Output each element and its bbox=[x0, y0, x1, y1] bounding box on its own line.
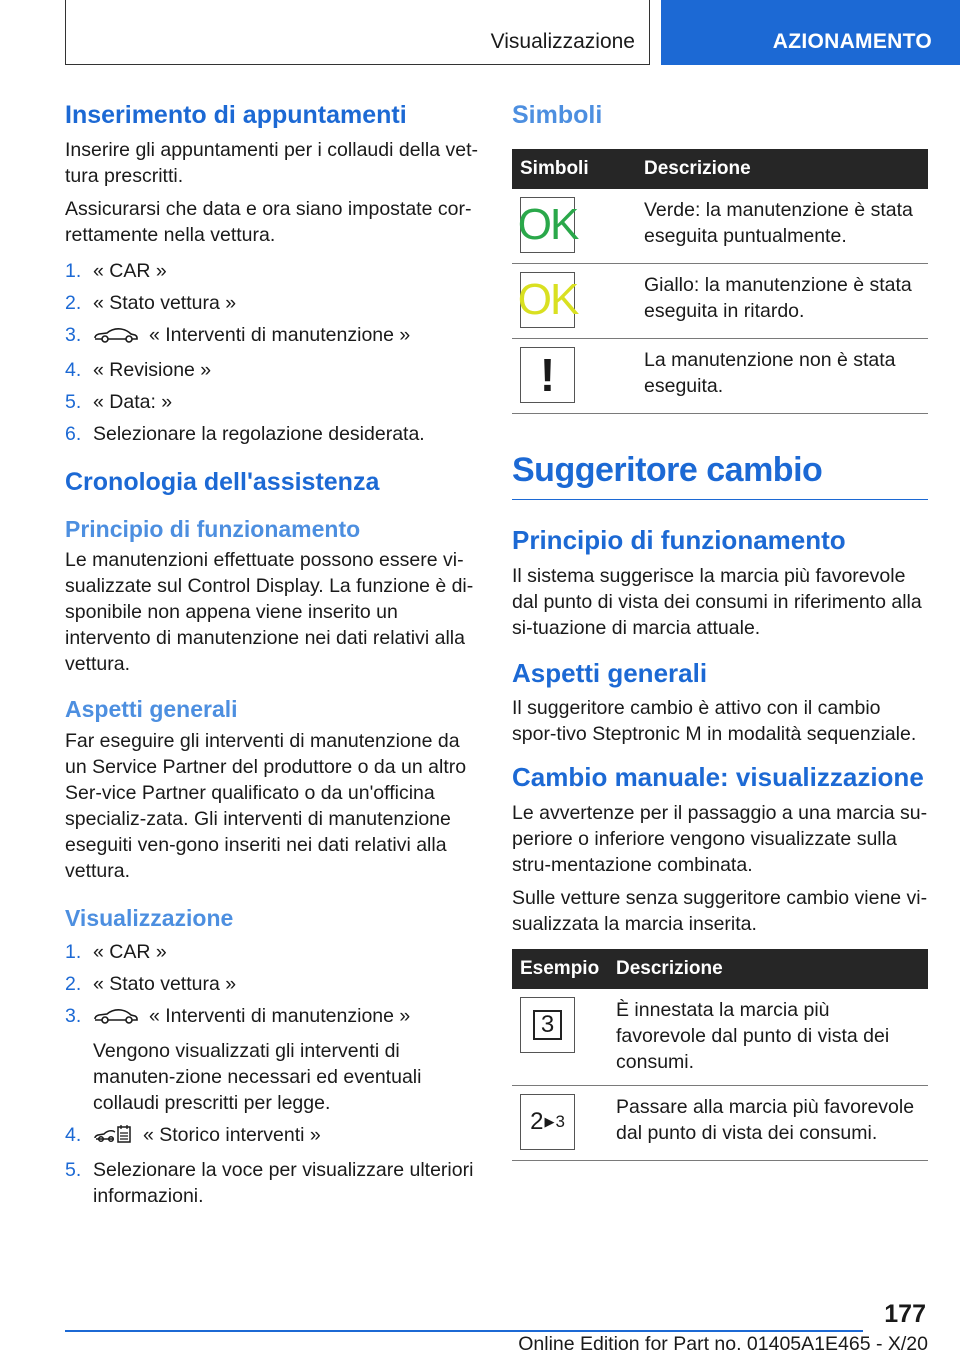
manual-paragraph-1: Le avvertenze per il passaggio a una marcia su-periore o inferiore vengono visualizzate sulla stru-mentazione combinata. bbox=[512, 801, 928, 876]
list-item: 3. « Interventi di manutenzione » Vengono visualizzati gli interventi di manuten-zione necessari ed eventuali collaudi prescritti per legge. bbox=[65, 1003, 480, 1116]
manual-heading: Cambio manuale: visualizzazione bbox=[512, 762, 924, 793]
symbols-table bbox=[512, 149, 928, 414]
list-item: 6. Selezionare la regolazione desiderata. bbox=[65, 423, 425, 446]
car-icon bbox=[93, 1006, 139, 1032]
header-section-label: Visualizzazione bbox=[490, 30, 635, 53]
header-chapter-label: AZIONAMENTO bbox=[772, 30, 932, 53]
list-item: 3. « Interventi di manutenzione » bbox=[65, 322, 480, 351]
table-row: ! La manutenzione non è stata eseguita. bbox=[512, 339, 928, 414]
header-section-tab bbox=[65, 0, 650, 65]
list-item: 4. « Storico interventi » bbox=[65, 1122, 480, 1151]
gear-display-icon: 3 bbox=[520, 997, 575, 1053]
ok-yellow-icon: OK bbox=[520, 272, 575, 328]
table-header: Simboli bbox=[512, 149, 636, 189]
history-heading: Cronologia dell'assistenza bbox=[65, 468, 380, 497]
list-item: 2. « Stato vettura » bbox=[65, 292, 237, 315]
appointments-steps bbox=[65, 258, 480, 447]
list-item: 1. « CAR » bbox=[65, 940, 167, 963]
general-paragraph: Far eseguire gli interventi di manutenzione da un Service Partner del produttore o da un altro Ser-vice Partner qualificato o da un'officina specializ-zata. Gli interventi di manutenzione eseguiti ven-gono inseriti nei dati relativi alla vettura. bbox=[65, 730, 467, 882]
appointments-paragraph-1: Inserire gli appuntamenti per i collaudi della vet-tura prescritti. bbox=[65, 139, 478, 188]
car-icon bbox=[93, 325, 139, 351]
shift-principle-paragraph: Il sistema suggerisce la marcia più favorevole dal punto di vista dei consumi in riferimento alla si-tuazione di marcia attuale. bbox=[512, 564, 922, 639]
table-row: 2 ▶ 3 Passare alla marcia più favorevole dal punto di vista dei consumi. bbox=[512, 1085, 928, 1160]
footer-divider bbox=[65, 1330, 863, 1332]
left-column bbox=[65, 100, 480, 1215]
footer-edition: Online Edition for Part no. 01405A1E465 - X/20 bbox=[518, 1333, 928, 1355]
car-list-icon bbox=[93, 1124, 133, 1151]
appointments-paragraph-2: Assicurarsi che data e ora siano impostate cor-rettamente nella vettura. bbox=[65, 198, 472, 247]
principle-paragraph: Le manutenzioni effettuate possono essere vi-sualizzate sul Control Display. La funzione è di-sponibile non appena viene inserito un intervento di manutenzione nei dati relativi alla vettura. bbox=[65, 549, 474, 676]
shift-general-heading: Aspetti generali bbox=[512, 657, 708, 688]
appointments-heading: Inserimento di appuntamenti bbox=[65, 101, 407, 129]
list-item: 4. « Revisione » bbox=[65, 359, 212, 382]
principle-heading: Principio di funzionamento bbox=[65, 515, 361, 542]
header-chapter-tab[interactable] bbox=[661, 0, 960, 65]
table-row: 3 È innestata la marcia più favorevole dal punto di vista dei consumi. bbox=[512, 989, 928, 1086]
right-column bbox=[512, 100, 928, 1161]
page-number: 177 bbox=[884, 1300, 926, 1328]
shift-principle-heading: Principio di funzionamento bbox=[512, 525, 846, 556]
list-item: 1. « CAR » bbox=[65, 260, 167, 283]
symbols-heading: Simboli bbox=[512, 101, 603, 129]
gear-shift-icon: 2 ▶ 3 bbox=[520, 1094, 575, 1150]
display-heading: Visualizzazione bbox=[65, 905, 234, 931]
list-item: 2. « Stato vettura » bbox=[65, 972, 237, 995]
general-heading: Aspetti generali bbox=[65, 696, 238, 723]
list-item: 5. Selezionare la voce per visualizzare ulteriori informazioni. bbox=[65, 1158, 474, 1207]
step-subtext: Vengono visualizzati gli interventi di manuten-zione necessari ed eventuali collaudi prescritti per legge. bbox=[93, 1039, 422, 1114]
list-item: 5. « Data: » bbox=[65, 391, 173, 414]
ok-green-icon: OK bbox=[520, 197, 575, 253]
table-header: Esempio bbox=[512, 949, 608, 989]
table-row: OK Verde: la manutenzione è stata eseguita puntualmente. bbox=[512, 189, 928, 264]
table-row: OK Giallo: la manutenzione è stata eseguita in ritardo. bbox=[512, 264, 928, 339]
table-header: Descrizione bbox=[636, 149, 928, 189]
shift-general-paragraph: Il suggeritore cambio è attivo con il cambio spor-tivo Steptronic M in modalità sequenziale. bbox=[512, 697, 917, 746]
manual-paragraph-2: Sulle vetture senza suggeritore cambio viene vi-sualizzata la marcia inserita. bbox=[512, 886, 928, 935]
example-table bbox=[512, 949, 928, 1161]
shift-heading: Suggeritore cambio bbox=[512, 450, 928, 500]
exclamation-icon: ! bbox=[520, 347, 575, 403]
display-steps bbox=[65, 939, 480, 1209]
table-header: Descrizione bbox=[608, 949, 928, 989]
